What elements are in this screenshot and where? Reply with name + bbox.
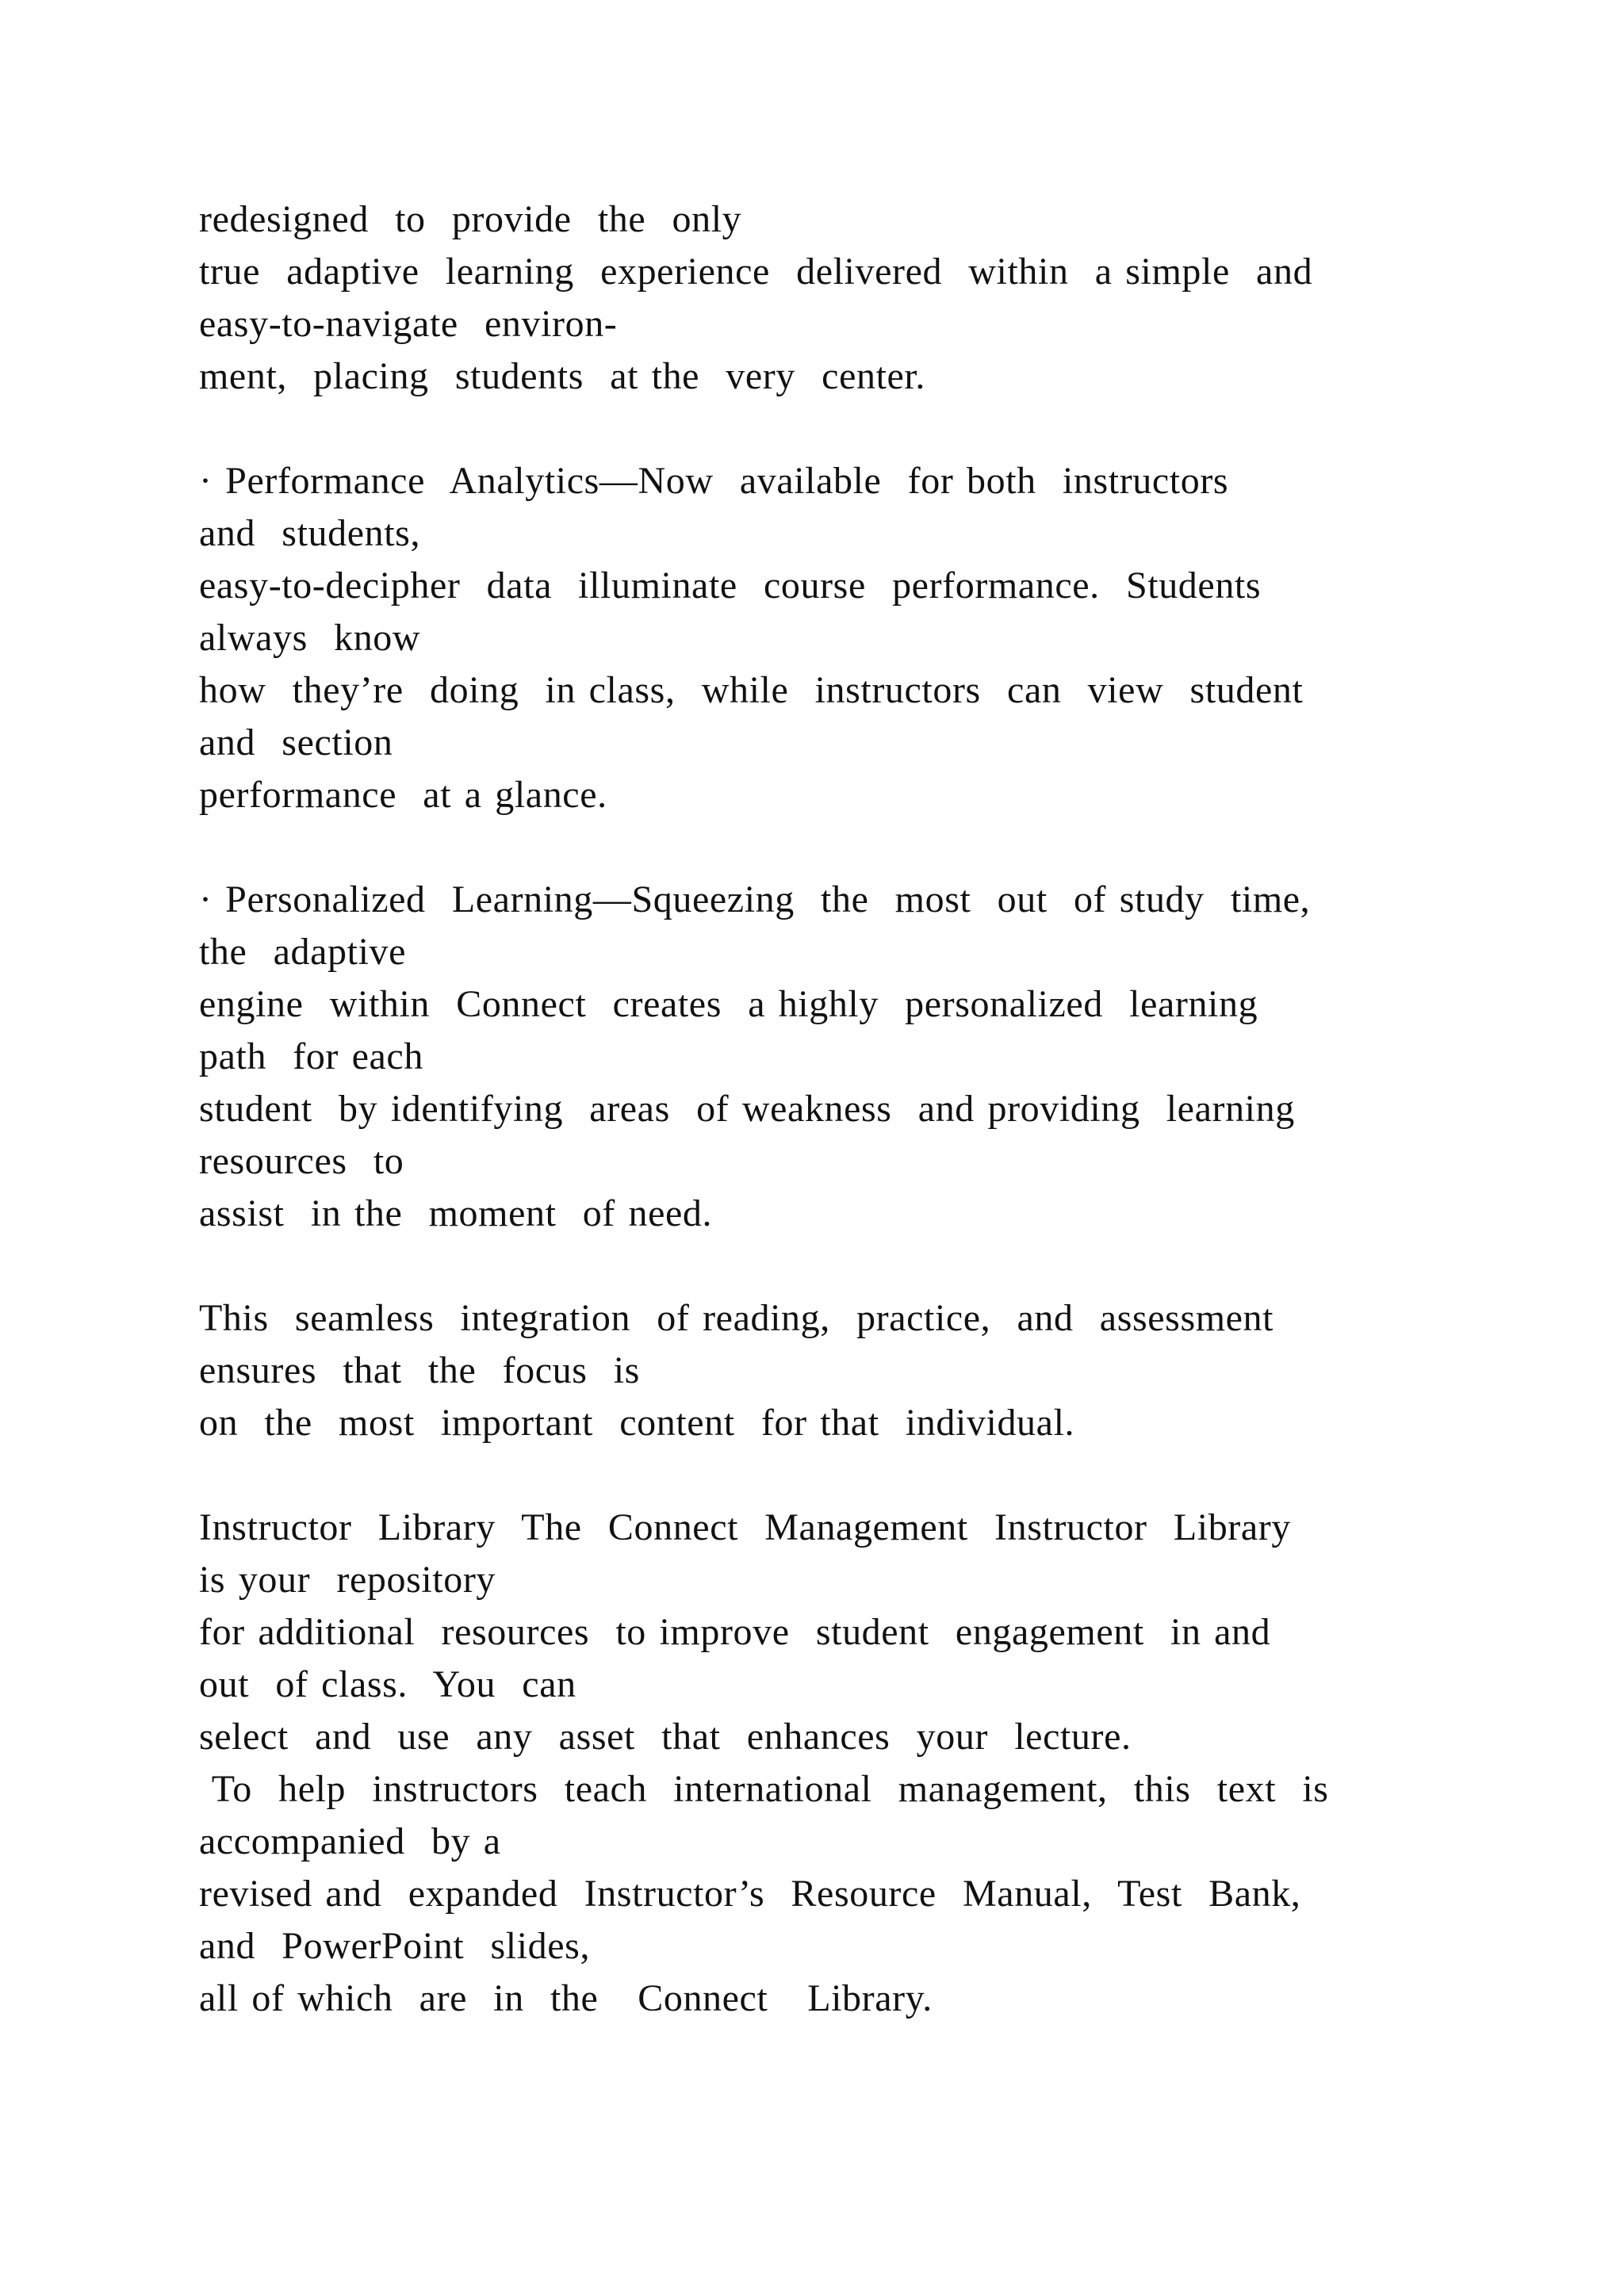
text-line: out of class. You can: [199, 1663, 576, 1705]
paragraph-gap: [199, 821, 1500, 874]
text-line: and students,: [199, 512, 421, 554]
text-line: assist in the moment of need.: [199, 1192, 713, 1234]
text-line: · Performance Analytics—Now available for both instructors: [199, 460, 1229, 502]
paragraph-personalized-learning: [199, 874, 1500, 1240]
body-text: [199, 193, 1500, 2025]
text-line: revised and expanded Instructor’s Resource Manual, Test Bank,: [199, 1873, 1301, 1915]
text-line: for additional resources to improve student engagement in and: [199, 1611, 1271, 1653]
text-line: how they’re doing in class, while instructors can view student: [199, 669, 1304, 711]
paragraph-gap: [199, 1449, 1500, 1502]
paragraph-intro: [199, 193, 1500, 403]
text-line: Instructor Library The Connect Management Instructor Library: [199, 1506, 1291, 1548]
text-line: This seamless integration of reading, practice, and assessment: [199, 1297, 1274, 1339]
text-line: engine within Connect creates a highly personalized learning: [199, 983, 1258, 1025]
text-line: student by identifying areas of weakness and providing learning: [199, 1088, 1295, 1130]
text-line: redesigned to provide the only: [199, 198, 742, 240]
text-line: is your repository: [199, 1559, 496, 1601]
text-line: To help instructors teach international management, this text is: [199, 1768, 1329, 1810]
text-line: easy-to-navigate environ-: [199, 303, 618, 345]
text-line: the adaptive: [199, 931, 407, 973]
text-line: always know: [199, 617, 421, 659]
text-line: accompanied by a: [199, 1820, 501, 1862]
text-line: resources to: [199, 1140, 404, 1182]
paragraph-gap: [199, 1240, 1500, 1292]
text-line: select and use any asset that enhances your lecture.: [199, 1716, 1132, 1758]
text-line: performance at a glance.: [199, 774, 607, 816]
text-line: all of which are in the Connect Library.: [199, 1977, 933, 2019]
text-line: ensures that the focus is: [199, 1349, 640, 1391]
text-line: on the most important content for that individual.: [199, 1402, 1075, 1444]
paragraph-instructor-library: [199, 1502, 1500, 2025]
text-line: path for each: [199, 1035, 423, 1077]
text-line: · Personalized Learning—Squeezing the most out of study time,: [199, 878, 1311, 920]
text-line: true adaptive learning experience delivered within a simple and: [199, 251, 1313, 293]
text-line: ment, placing students at the very center.: [199, 355, 925, 397]
paragraph-integration: [199, 1292, 1500, 1449]
paragraph-gap: [199, 403, 1500, 455]
paragraph-performance-analytics: [199, 455, 1500, 821]
text-line: easy-to-decipher data illuminate course performance. Students: [199, 564, 1262, 607]
text-line: and PowerPoint slides,: [199, 1925, 591, 1967]
text-line: and section: [199, 721, 393, 763]
